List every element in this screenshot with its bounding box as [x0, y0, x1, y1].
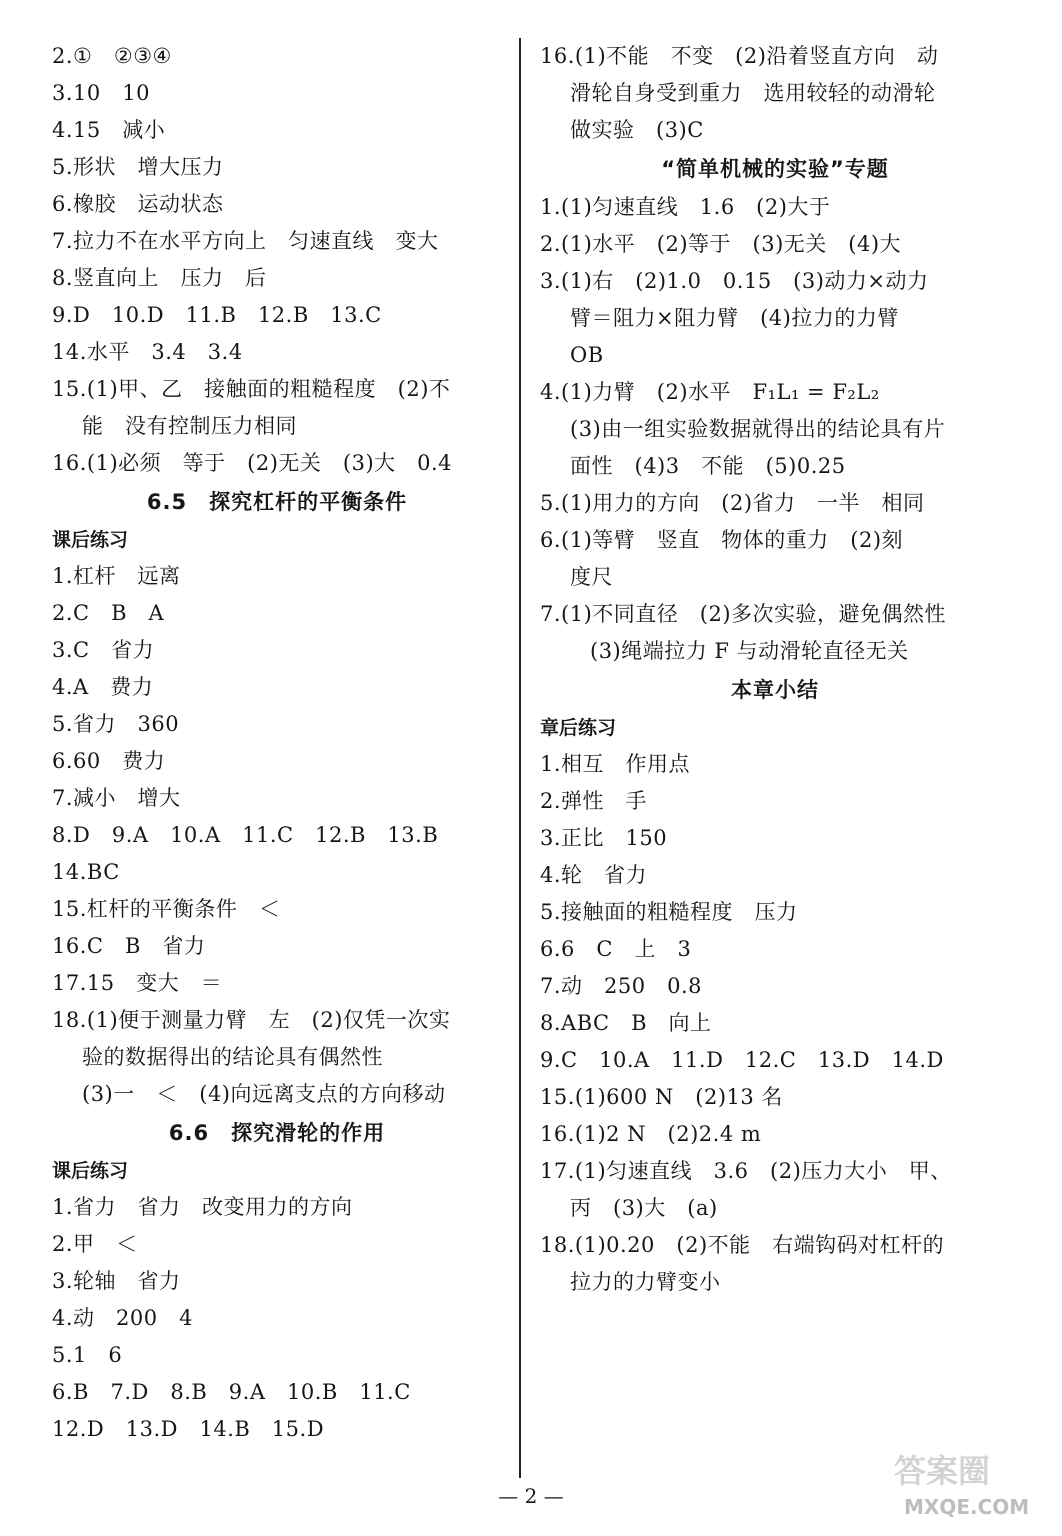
answer-line-continued: 滑轮自身受到重力 选用较轻的动滑轮 — [570, 81, 936, 105]
subsection-label: 课后练习 — [52, 529, 129, 551]
answer-line: 6.橡胶 运动状态 — [52, 192, 224, 216]
watermark-url: MXQE.COM — [904, 1495, 1030, 1519]
answer-line: 5.1 6 — [52, 1343, 123, 1367]
answer-line-continued: 拉力的力臂变小 — [570, 1270, 721, 1294]
answer-line: 15.(1)600 N (2)13 名 — [540, 1085, 783, 1109]
answer-line-continued: 验的数据得出的结论具有偶然性 — [82, 1045, 383, 1069]
answer-line: 14.水平 3.4 3.4 — [52, 340, 243, 364]
page-number: — 2 — — [498, 1484, 564, 1508]
column-divider — [519, 38, 521, 1478]
answer-line: 16.C B 省力 — [52, 934, 206, 958]
answer-line: 7.减小 增大 — [52, 786, 181, 810]
watermark-logo — [890, 1444, 1040, 1524]
answer-line: 7.动 250 0.8 — [540, 974, 703, 998]
answer-line: 8.竖直向上 压力 后 — [52, 266, 267, 290]
answer-line-continued: 丙 (3)大 (a) — [570, 1196, 718, 1220]
answer-line: 3.(1)右 (2)1.0 0.15 (3)动力×动力 — [540, 269, 929, 293]
answer-line: 6.6 C 上 3 — [540, 937, 692, 961]
answer-line: 16.(1)2 N (2)2.4 m — [540, 1122, 762, 1146]
answer-line: 16.(1)不能 不变 (2)沿着竖直方向 动 — [540, 44, 939, 68]
section-heading: 6.5 探究杠杆的平衡条件 — [146, 490, 408, 514]
answer-line: 2.① ②③④ — [52, 44, 172, 68]
right-answer-column — [540, 38, 1010, 1301]
answer-line: 6.(1)等臂 竖直 物体的重力 (2)刻 — [540, 528, 904, 552]
answer-line-continued: 面性 (4)3 不能 (5)0.25 — [570, 454, 846, 478]
answer-line: 15.(1)甲、乙 接触面的粗糙程度 (2)不 — [52, 377, 451, 401]
answer-line: 3.C 省力 — [52, 638, 155, 662]
answer-line: 2.弹性 手 — [540, 789, 648, 813]
answer-line: 6.60 费力 — [52, 749, 166, 773]
answer-line: 1.(1)匀速直线 1.6 (2)大于 — [540, 195, 831, 219]
answer-line: 12.D 13.D 14.B 15.D — [52, 1417, 325, 1441]
answer-line: 5.接触面的粗糙程度 压力 — [540, 900, 798, 924]
answer-line: 5.(1)用力的方向 (2)省力 一半 相同 — [540, 491, 925, 515]
answer-line: 5.省力 360 — [52, 712, 180, 736]
answer-line: 8.D 9.A 10.A 11.C 12.B 13.B — [52, 823, 439, 847]
answer-line: 9.D 10.D 11.B 12.B 13.C — [52, 303, 382, 327]
answer-line: 1.省力 省力 改变用力的方向 — [52, 1195, 353, 1219]
answer-line: 7.(1)不同直径 (2)多次实验，避免偶然性 — [540, 602, 947, 626]
answer-line: 1.杠杆 远离 — [52, 564, 181, 588]
answer-line: 15.杠杆的平衡条件 ＜ — [52, 897, 281, 921]
answer-line: 8.ABC B 向上 — [540, 1011, 712, 1035]
answer-line: 4.A 费力 — [52, 675, 154, 699]
answer-line-continued: 臂＝阻力×阻力臂 (4)拉力的力臂 — [570, 306, 899, 330]
answer-line: 18.(1)0.20 (2)不能 右端钩码对杠杆的 — [540, 1233, 945, 1257]
answer-line: 4.轮 省力 — [540, 863, 648, 887]
answer-line: 17.(1)匀速直线 3.6 (2)压力大小 甲、 — [540, 1159, 952, 1183]
answer-line: 2.C B A — [52, 601, 165, 625]
answer-line: 17.15 变大 ＝ — [52, 971, 223, 995]
answer-line-continued: 能 没有控制压力相同 — [82, 414, 297, 438]
answer-line: 1.相互 作用点 — [540, 752, 691, 776]
answer-line: 3.10 10 — [52, 81, 150, 105]
answer-line: 7.拉力不在水平方向上 匀速直线 变大 — [52, 229, 439, 253]
answer-line: 5.形状 增大压力 — [52, 155, 224, 179]
answer-line: 3.正比 150 — [540, 826, 668, 850]
answer-line: 3.轮轴 省力 — [52, 1269, 181, 1293]
answer-line-continued: OB — [570, 343, 604, 367]
answer-line: 14.BC — [52, 860, 120, 884]
watermark-text: 答案圈 — [894, 1452, 991, 1490]
subsection-label: 课后练习 — [52, 1160, 129, 1182]
answer-line: 2.(1)水平 (2)等于 (3)无关 (4)大 — [540, 232, 902, 256]
answer-line: 16.(1)必须 等于 (2)无关 (3)大 0.4 — [52, 451, 453, 475]
subsection-label: 章后练习 — [540, 717, 617, 739]
answer-line-continued: 度尺 — [570, 565, 613, 589]
section-heading: 6.6 探究滑轮的作用 — [168, 1121, 386, 1145]
answer-line: 4.动 200 4 — [52, 1306, 193, 1330]
answer-line: 2.甲 ＜ — [52, 1232, 138, 1256]
answer-line: 18.(1)便于测量力臂 左 (2)仅凭一次实 — [52, 1008, 451, 1032]
answer-line-continued: (3)由一组实验数据就得出的结论具有片 — [570, 417, 946, 441]
left-answer-column — [52, 38, 502, 1448]
answer-line: 4.(1)力臂 (2)水平 F₁L₁ = F₂L₂ — [540, 380, 880, 404]
answer-line-continued: (3)绳端拉力 F 与动滑轮直径无关 — [590, 639, 909, 663]
answer-line: 9.C 10.A 11.D 12.C 13.D 14.D — [540, 1048, 944, 1072]
section-heading: “简单机械的实验”专题 — [661, 157, 889, 181]
answer-line: 6.B 7.D 8.B 9.A 10.B 11.C — [52, 1380, 411, 1404]
answer-line: 4.15 减小 — [52, 118, 166, 142]
answer-line-continued: 做实验 (3)C — [570, 118, 704, 142]
answer-line-continued: (3)一 ＜ (4)向远离支点的方向移动 — [82, 1082, 446, 1106]
section-heading: 本章小结 — [731, 678, 819, 702]
